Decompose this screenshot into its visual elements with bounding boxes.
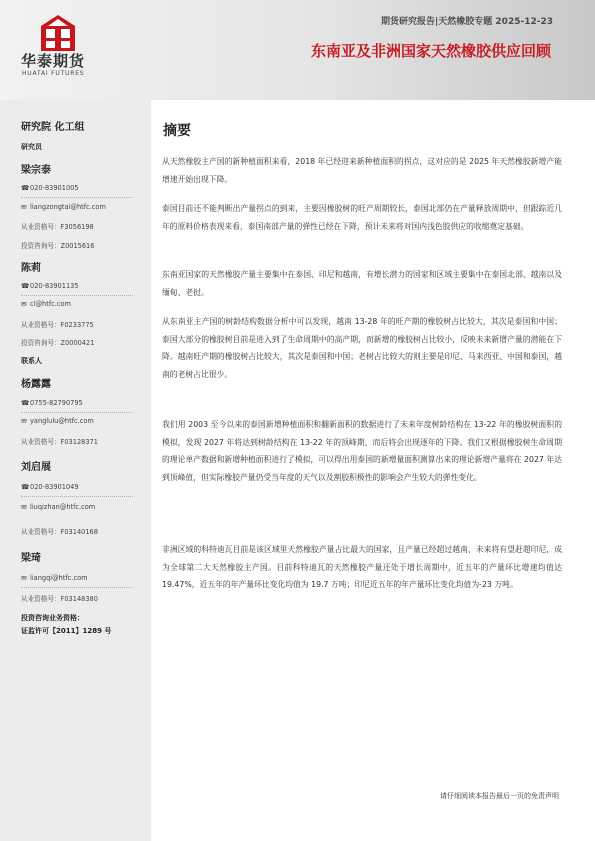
divider [21,496,133,497]
divider [21,412,133,413]
license-label: 投资咨询业务资格： [21,614,84,622]
divider [21,295,133,296]
mail-icon: ✉ [21,203,27,211]
person-name: 杨露露 [21,379,51,390]
person-email[interactable]: ✉ cl@htfc.com [21,300,71,308]
person-cert: 从业资格号：F03140168 [21,528,98,536]
report-meta: 期货研究报告|天然橡胶专题 2025-12-23 [381,17,553,27]
logo-text-cn: 华泰期货 [21,52,86,70]
divider [21,587,133,588]
person-name: 刘启展 [21,462,51,473]
phone-icon: ☎ [21,483,30,491]
contacts-label: 联系人 [21,357,42,365]
sidebar-section-title: 研究院 化工组 [21,122,85,133]
disclaimer-note: 请仔细阅读本报告最后一页的免责声明 [440,792,559,800]
mail-icon: ✉ [21,300,27,308]
person-email[interactable]: ✉ liangqi@htfc.com [21,574,88,582]
summary-heading: 摘要 [163,123,191,139]
person-email[interactable]: ✉ liuqizhan@htfc.com [21,503,96,511]
person-cert: 从业资格号：F0233775 [21,321,94,329]
person-cert: 从业资格号：F03128371 [21,438,98,446]
person-email[interactable]: ✉ yanglulu@htfc.com [21,417,94,425]
person-name: 梁宗泰 [21,165,51,176]
divider [21,197,133,198]
phone-icon: ☎ [21,399,30,407]
person-cert: 投资咨询号：Z0000421 [21,339,95,347]
person-name: 梁琦 [21,553,41,564]
huatai-logo-icon [40,14,76,52]
summary-paragraph: 非洲区域的科特迪瓦目前是该区域里天然橡胶产量占比最大的国家，且产量已经超过越南，未来将有望赶超印尼，成为全球第二大天然橡胶主产国。目前科特迪瓦的天然橡胶产量还处于增长周期中，近五年的产量环比增速均值达 19.47%，近五年的年产量环比变化均值为 19.7 万吨；印尼近五年的年产量环比变化均值为-23 万吨。 [162,545,562,589]
license-number: 证监许可【2011】1289 号 [21,627,112,635]
person-cert: 从业资格号：F3056198 [21,223,94,231]
person-name: 陈莉 [21,263,41,274]
person-email[interactable]: ✉ liangzongtai@htfc.com [21,203,106,211]
mail-icon: ✉ [21,417,27,425]
mail-icon: ✉ [21,503,27,511]
logo-text-en: HUATAI FUTURES [22,70,85,77]
person-phone: ☎0755-82790795 [21,399,83,407]
person-phone: ☎020-83901049 [21,483,79,491]
phone-icon: ☎ [21,184,30,192]
summary-paragraph: 我们用 2003 至今以来的泰国新增种植面积和翻新面积的数据进行了未来年度树龄结构在 13-22 年的橡胶树面积的模拟，发现 2027 年将达到树龄结构在 13-22 年的顶峰期，而后将会出现逐年的下降。我们又根据橡胶树生命周期的理论单产数据和新增种植面积进行了模拟，可以得出用泰国的新增量面积测算出来的理论新增产量将在 2027 年达到顶峰值，但实际橡胶产量仍受当年度的天气以及割胶积极性的影响会产生较大的弹性变化。 [162,420,562,482]
summary-paragraph: 泰国目前还不能判断出产量拐点的到来，主要因橡胶树的旺产周期较长，泰国北部仍在产量释放周期中，但跟踪近几年的原料价格表现来看，泰国南部产量的弹性已经在下降，预计未来将对国内浅色胶供应的收缩奠定基础。 [162,204,562,231]
person-cert: 从业资格号：F03148380 [21,595,98,603]
report-header [0,0,595,100]
person-phone: ☎020-83901005 [21,184,79,192]
person-phone: ☎020-83901135 [21,282,79,290]
person-cert: 投资咨询号：Z0015616 [21,242,95,250]
researchers-label: 研究员 [21,143,42,151]
summary-paragraph: 从东南亚主产国的树龄结构数据分析中可以发现，越南 13-28 年的旺产期的橡胶树占比较大，其次是泰国和中国；泰国大部分的橡胶树目前是进入到了生命周期中的高产期，而新增的橡胶树占比较小，反映未来新增产量的潜能在下降。越南旺产期的橡胶树占比较大，其次是泰国和中国；老树占比较大的则主要是印尼、马来西亚、中国和泰国，越南的老树占比很少。 [162,317,562,379]
summary-paragraph: 从天然橡胶主产国的新种植面积来看，2018 年已经迎来新种植面积的拐点，这对应的是 2025 年天然橡胶新增产能增速开始出现下降。 [162,157,562,184]
report-title: 东南亚及非洲国家天然橡胶供应回顾 [310,42,551,60]
mail-icon: ✉ [21,574,27,582]
summary-paragraph: 东南亚国家的天然橡胶产量主要集中在泰国、印尼和越南，有增长潜力的国家和区域主要集中在泰国北部、越南以及缅甸、老挝。 [162,270,562,297]
phone-icon: ☎ [21,282,30,290]
